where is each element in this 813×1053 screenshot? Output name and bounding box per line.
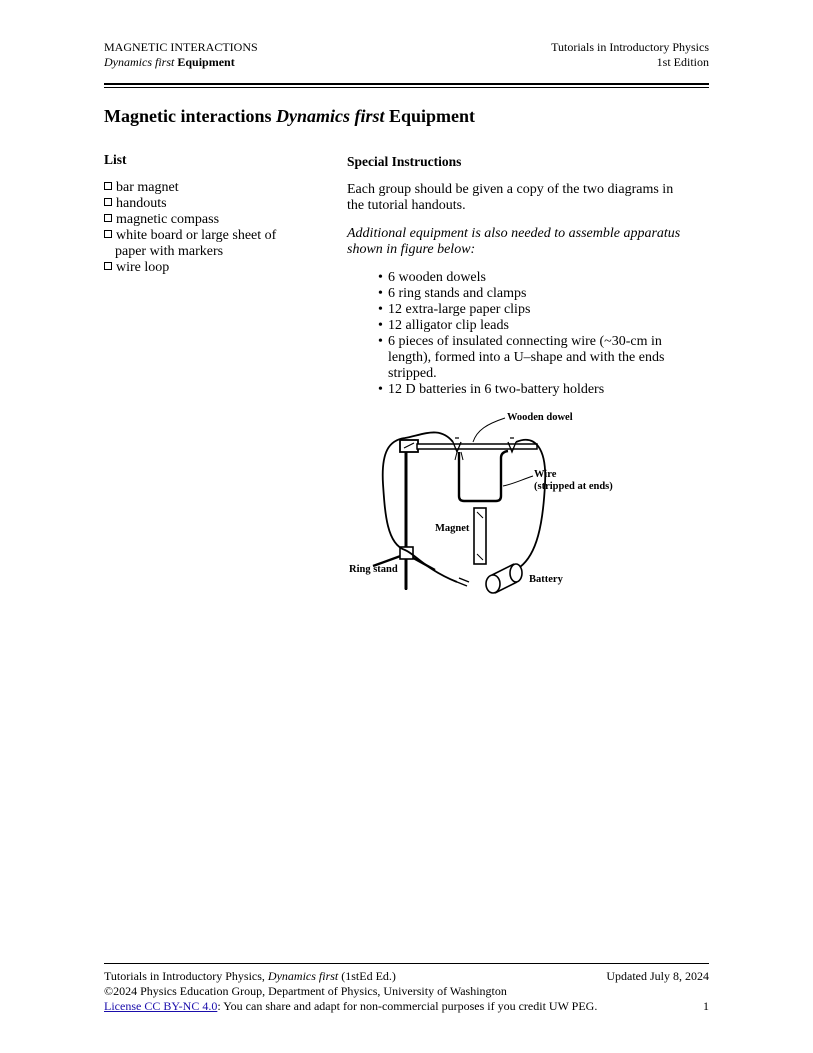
checkbox-icon <box>104 262 112 270</box>
header-right-line2: 1st Edition <box>656 55 709 69</box>
leader-dowel <box>473 418 505 442</box>
footer-updated: Updated July 8, 2024 <box>606 969 709 983</box>
checkbox-icon <box>104 182 112 190</box>
list-item: magnetic compass <box>104 212 219 228</box>
list-item: wire loop <box>104 260 169 276</box>
label-magnet: Magnet <box>435 523 470 534</box>
list-heading: List <box>104 152 127 167</box>
license-text: : You can share and adapt for non-commercial purposes if you credit UW PEG. <box>217 999 598 1013</box>
page-number: 1 <box>703 999 709 1013</box>
license-link[interactable]: License CC BY-NC 4.0 <box>104 999 218 1013</box>
bullet-item: • 6 wooden dowels <box>378 270 486 285</box>
lead-right <box>516 440 545 567</box>
bullet-item-continuation: stripped. <box>388 366 437 381</box>
list-item-continuation: paper with markers <box>115 244 224 259</box>
header-left-line2 <box>104 55 235 70</box>
title-part1: Magnetic interactions <box>104 106 272 126</box>
footer-line1: Tutorials in Introductory Physics, Dynamics first (1stEd Ed.) <box>104 969 396 983</box>
bullet-item: • 6 pieces of insulated connecting wire (~30-cm in <box>378 334 662 349</box>
label-battery: Battery <box>529 574 563 585</box>
title-part3: Equipment <box>388 106 476 126</box>
footer-line2: ©2024 Physics Education Group, Department of Physics, University of Washington <box>104 984 507 998</box>
instructions-para1-line2: the tutorial handouts. <box>347 198 466 213</box>
label-ring-stand: Ring stand <box>349 564 398 575</box>
title-part2: Dynamics first <box>275 106 385 126</box>
list-item: handouts <box>104 196 167 212</box>
label-wire: Wire <box>534 469 557 480</box>
header-rule-bottom <box>104 87 709 88</box>
bullet-item: • 12 extra-large paper clips <box>378 302 531 317</box>
leader-wire <box>503 476 533 486</box>
checkbox-icon <box>104 230 112 238</box>
footer-line3 <box>104 999 597 1014</box>
apparatus-diagram <box>345 404 635 600</box>
checkbox-icon <box>104 214 112 222</box>
bullet-item-continuation: length), formed into a U–shape and with the ends <box>388 350 665 365</box>
header-right-line1: Tutorials in Introductory Physics <box>551 40 709 54</box>
instructions-heading: Special Instructions <box>347 154 462 169</box>
bullet-item: • 12 alligator clip leads <box>378 318 509 333</box>
footer-rule <box>104 963 709 964</box>
label-wire-note: (stripped at ends) <box>534 481 613 492</box>
bullet-item: • 12 D batteries in 6 two-battery holders <box>378 382 605 397</box>
instructions-para2-line2: shown in figure below: <box>347 242 476 257</box>
header-left-line1: MAGNETIC INTERACTIONS <box>104 40 258 54</box>
header-subtitle-italic: Dynamics first <box>104 55 175 69</box>
wooden-dowel <box>417 444 537 449</box>
battery <box>486 575 500 593</box>
label-wooden-dowel: Wooden dowel <box>507 412 573 423</box>
instructions-para2-line1: Additional equipment is also needed to assemble apparatus <box>347 226 681 241</box>
instructions-para1-line1: Each group should be given a copy of the two diagrams in <box>347 182 674 197</box>
bullet-item: • 6 ring stands and clamps <box>378 286 527 301</box>
checkbox-icon <box>104 198 112 206</box>
bar-magnet <box>474 508 486 564</box>
header-subtitle-bold: Equipment <box>177 55 235 69</box>
u-wire <box>459 451 508 501</box>
page-title <box>104 106 475 127</box>
list-item: bar magnet <box>104 180 179 196</box>
header-rule-top <box>104 83 709 85</box>
list-item: white board or large sheet of <box>104 228 276 244</box>
